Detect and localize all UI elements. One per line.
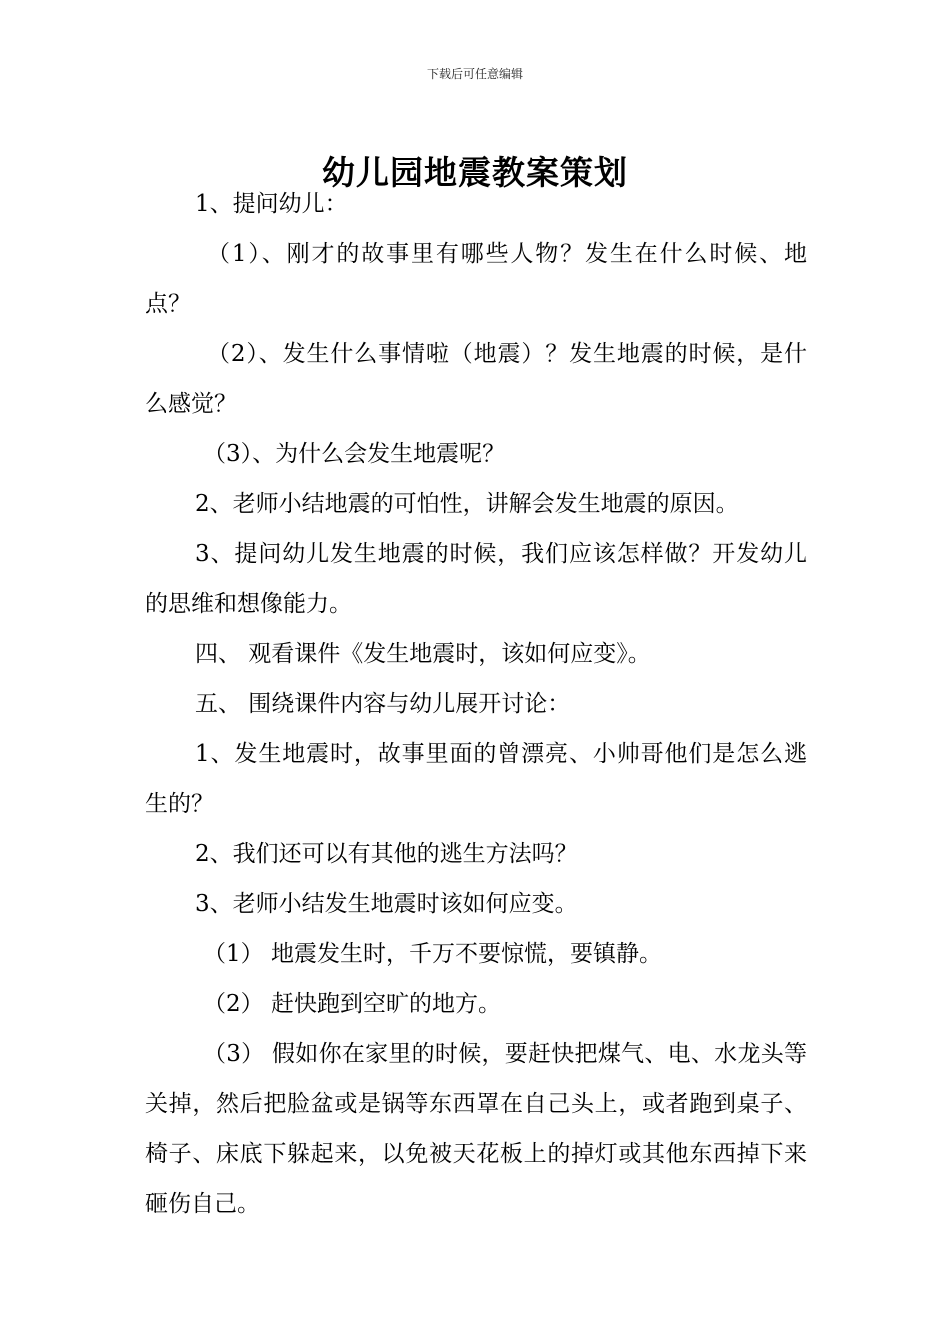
header-note: 下载后可任意编辑 — [426, 67, 523, 81]
paragraph-question-3: （3）、为什么会发生地震呢？ — [203, 441, 506, 467]
paragraph-question-children: 1、提问幼儿： — [195, 191, 348, 217]
paragraph-discussion-2: 2、我们还可以有其他的逃生方法吗？ — [195, 841, 578, 867]
paragraph-tip-2: （2） 赶快跑到空旷的地方。 — [203, 991, 501, 1017]
paragraph-teacher-summary: 2、老师小结地震的可怕性，讲解会发生地震的原因。 — [195, 491, 739, 517]
document-body — [145, 179, 807, 1229]
paragraph-discussion-3: 3、老师小结发生地震时该如何应变。 — [195, 891, 578, 917]
paragraph-tip-3: （3） 假如你在家里的时候，要赶快把煤气、电、水龙头等关掉，然后把脸盆或是锅等东西罩在自己头上，或者跑到桌子、椅子、床底下躲起来，以免被天花板上的掉灯或其他东西掉下来砸伤自己。 — [145, 1041, 807, 1217]
paragraph-discussion-1: 1、发生地震时，故事里面的曾漂亮、小帅哥他们是怎么逃生的？ — [145, 741, 807, 817]
paragraph-question-2: （2）、发生什么事情啦（地震）？发生地震的时候，是什么感觉？ — [145, 341, 807, 417]
paragraph-ask-what-to-do: 3、提问幼儿发生地震的时候，我们应该怎样做？开发幼儿的思维和想像能力。 — [145, 541, 807, 617]
document-title: 幼儿园地震教案策划 — [322, 153, 628, 193]
paragraph-tip-1: （1） 地震发生时，千万不要惊慌，要镇静。 — [203, 941, 662, 967]
paragraph-section-five: 五、 围绕课件内容与幼儿展开讨论： — [195, 691, 571, 717]
paragraph-section-four: 四、 观看课件《发生地震时，该如何应变》。 — [195, 641, 651, 667]
paragraph-question-1: （1）、刚才的故事里有哪些人物？发生在什么时候、地点？ — [145, 241, 807, 317]
